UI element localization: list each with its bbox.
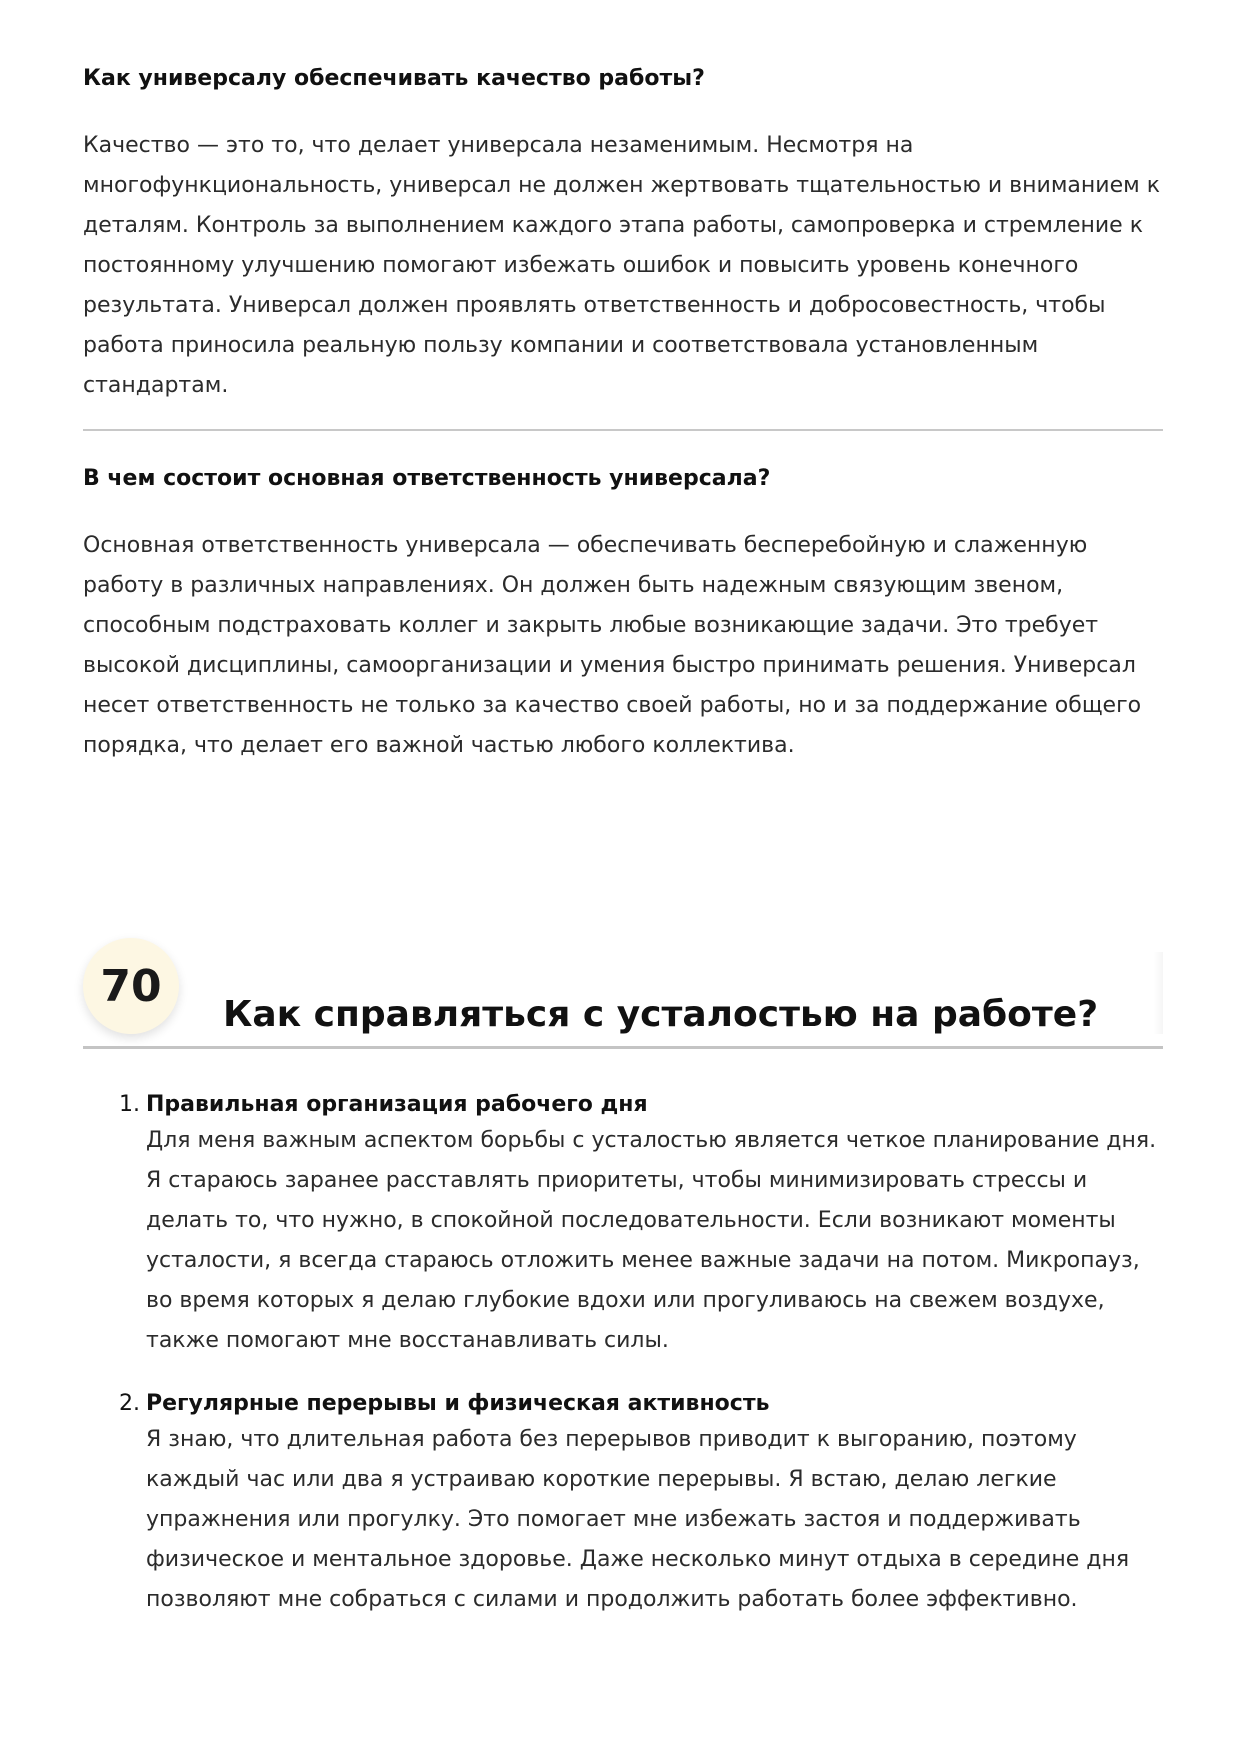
question-heading-responsibility: В чем состоит основная ответственность универсала? (83, 466, 771, 491)
answer-paragraph-quality: Качество — это то, что делает универсала незаменимым. Несмотря на многофункциональность, универсал не должен жертвовать тщательностью и вниманием к деталям. Контроль за выполнением каждого этапа работы, самопроверка и стремление к постоянному улучшению помогают избежать ошибок и повысить уровень конечного результата. Универсал должен проявлять ответственность и добросовестность, чтобы работа приносила реальную пользу компании и соответствовала установленным стандартам. (83, 133, 1160, 398)
list-item-number: 1. (119, 1092, 140, 1117)
list-item-number: 2. (119, 1391, 140, 1416)
question-heading-quality: Как универсалу обеспечивать качество работы? (83, 66, 705, 91)
list-item (83, 1090, 1163, 1361)
section-number-badge: 70 (83, 938, 179, 1034)
list-item-text: Я знаю, что длительная работа без перерывов приводит к выгоранию, поэтому каждый час или два я устраиваю короткие перерывы. Я встаю, делаю легкие упражнения или прогулку. Это помогает мне избежать застоя и поддерживать физическое и ментальное здоровье. Даже несколько минут отдыха в середине дня позволяют мне собраться с силами и продолжить работать более эффективно. (146, 1427, 1130, 1612)
list-item-title: Правильная организация рабочего дня (146, 1092, 648, 1117)
list-item-title: Регулярные перерывы и физическая активность (146, 1391, 770, 1416)
header-edge-shadow (1153, 952, 1163, 1034)
section-title-underline (83, 1046, 1163, 1049)
section-title: Как справляться с усталостью на работе? (223, 993, 1099, 1035)
section-header (83, 938, 1163, 1048)
tips-list (83, 1090, 1163, 1620)
list-item (83, 1389, 1163, 1620)
section-divider (83, 429, 1163, 431)
answer-paragraph-responsibility: Основная ответственность универсала — обеспечивать бесперебойную и слаженную работу в различных направлениях. Он должен быть надежным связующим звеном, способным подстраховать коллег и закрыть любые возникающие задачи. Это требует высокой дисциплины, самоорганизации и умения быстро принимать решения. Универсал несет ответственность не только за качество своей работы, но и за поддержание общего порядка, что делает его важной частью любого коллектива. (83, 533, 1142, 758)
list-item-text: Для меня важным аспектом борьбы с усталостью является четкое планирование дня. Я стараюсь заранее расставлять приоритеты, чтобы минимизировать стрессы и делать то, что нужно, в спокойной последовательности. Если возникают моменты усталости, я всегда стараюсь отложить менее важные задачи на потом. Микропауз, во время которых я делаю глубокие вдохи или прогуливаюсь на свежем воздухе, также помогают мне восстанавливать силы. (146, 1128, 1157, 1353)
